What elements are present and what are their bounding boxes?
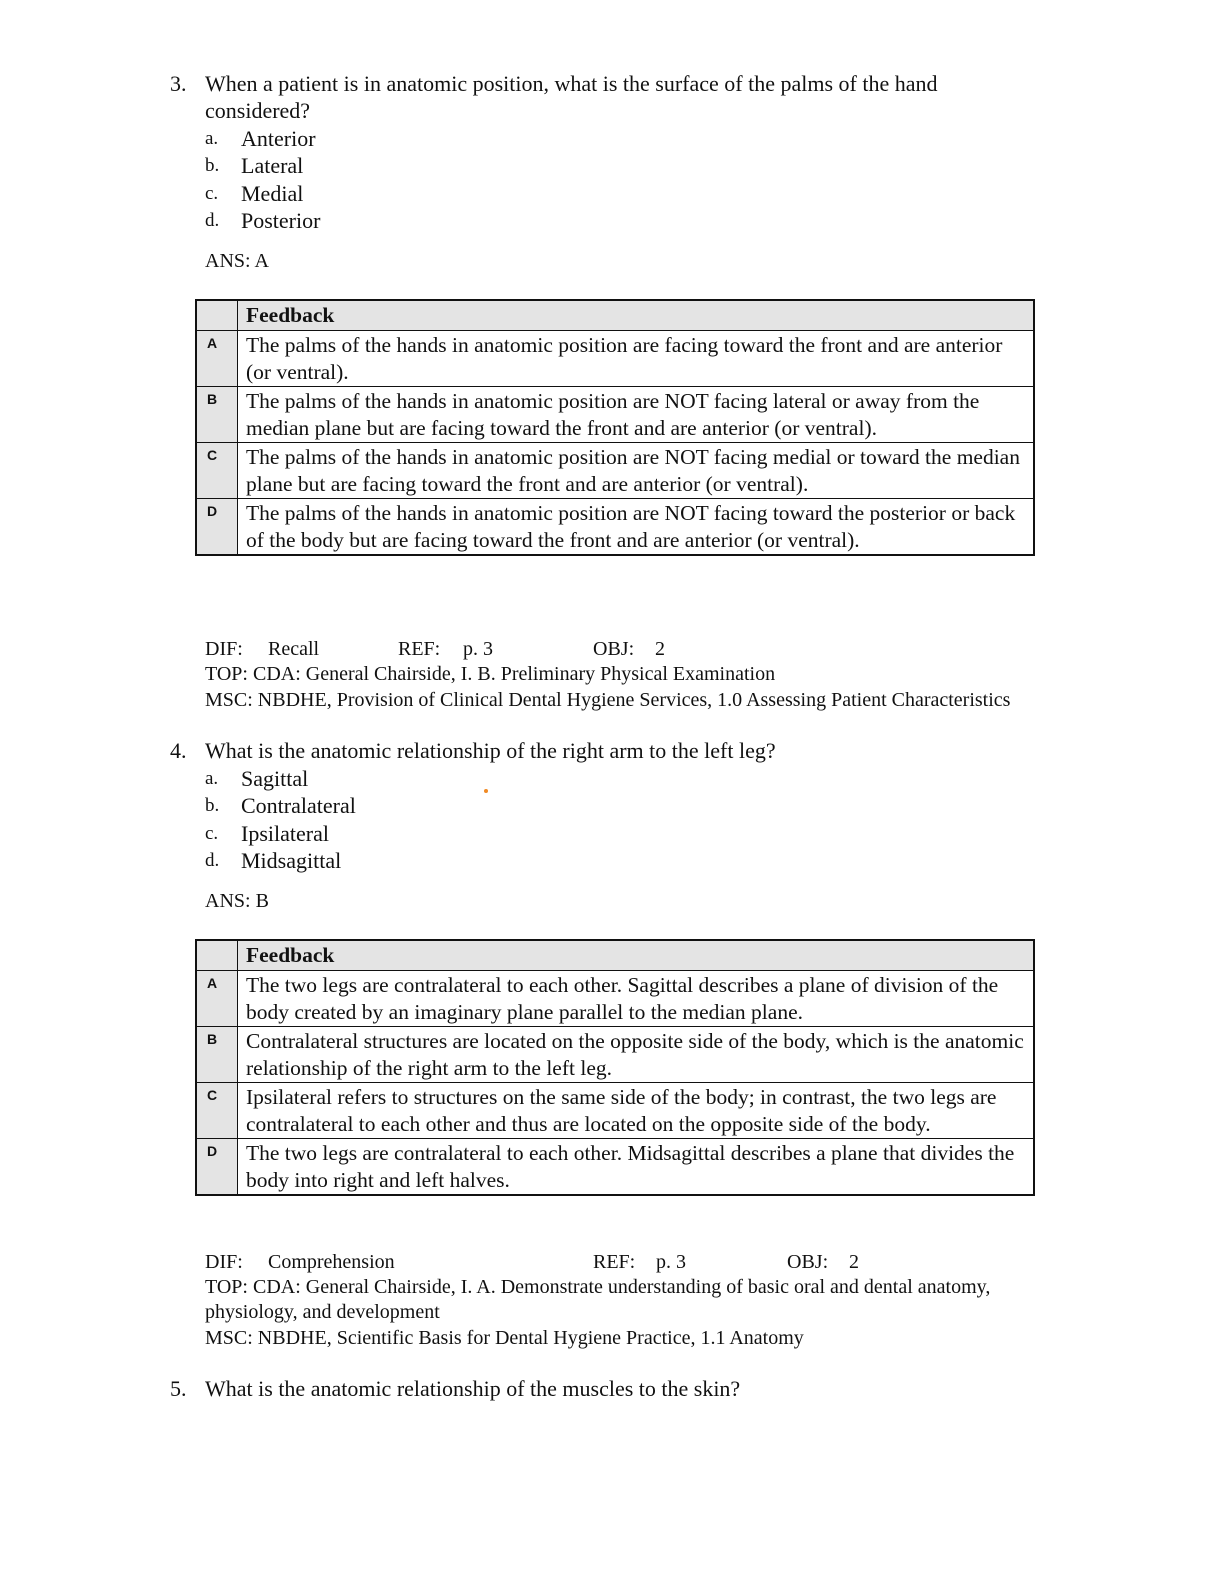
answer: ANS: B bbox=[205, 890, 269, 912]
option-letter: d. bbox=[205, 850, 220, 871]
obj-value: 2 bbox=[849, 1251, 859, 1273]
ref-label: REF: bbox=[593, 1251, 636, 1273]
feedback-text: The palms of the hands in anatomic position are NOT facing lateral or away from the median plane but are facing toward the front and are anterior (or ventral). bbox=[238, 387, 1035, 443]
meta-ref bbox=[398, 637, 493, 662]
feedback-row bbox=[196, 499, 1034, 556]
option-text: Posterior bbox=[241, 208, 321, 233]
obj-label: OBJ: bbox=[593, 638, 635, 660]
feedback-text: The palms of the hands in anatomic position are NOT facing medial or toward the median plane but are facing toward the front and are anterior (or ventral). bbox=[238, 443, 1035, 499]
option-text: Medial bbox=[241, 181, 304, 206]
question-3 bbox=[0, 70, 1224, 130]
feedback-key: A bbox=[196, 971, 238, 1027]
feedback-row bbox=[196, 331, 1034, 387]
feedback-key: C bbox=[196, 443, 238, 499]
feedback-header-row bbox=[196, 300, 1034, 331]
option-d[interactable] bbox=[0, 207, 600, 234]
meta-obj bbox=[787, 1250, 859, 1275]
option-letter: a. bbox=[205, 128, 219, 149]
feedback-header-row bbox=[196, 940, 1034, 971]
meta-msc: MSC: NBDHE, Scientific Basis for Dental Hygiene Practice, 1.1 Anatomy bbox=[205, 1327, 804, 1349]
option-letter: c. bbox=[205, 823, 219, 844]
meta-top: TOP: CDA: General Chairside, I. B. Preliminary Physical Examination bbox=[205, 663, 776, 685]
option-d[interactable] bbox=[0, 847, 600, 874]
feedback-text: The two legs are contralateral to each other. Sagittal describes a plane of division of the body created by an imaginary plane parallel to the median plane. bbox=[238, 971, 1035, 1027]
feedback-header: Feedback bbox=[238, 940, 1035, 971]
dif-label: DIF: bbox=[205, 1251, 243, 1273]
option-a[interactable] bbox=[0, 125, 600, 152]
feedback-row bbox=[196, 443, 1034, 499]
option-text: Sagittal bbox=[241, 766, 309, 791]
feedback-row bbox=[196, 1027, 1034, 1083]
ref-value: p. 3 bbox=[656, 1251, 686, 1273]
option-letter: c. bbox=[205, 183, 219, 204]
option-c[interactable] bbox=[0, 180, 600, 207]
option-letter: a. bbox=[205, 768, 219, 789]
feedback-text: The two legs are contralateral to each other. Midsagittal describes a plane that divides the body into right and left halves. bbox=[238, 1139, 1035, 1196]
option-text: Lateral bbox=[241, 153, 304, 178]
meta-obj bbox=[593, 637, 665, 662]
option-text: Anterior bbox=[241, 126, 316, 151]
option-letter: b. bbox=[205, 155, 220, 176]
feedback-text: Contralateral structures are located on the opposite side of the body, which is the anatomic relationship of the right arm to the left leg. bbox=[238, 1027, 1035, 1083]
question-number: 5. bbox=[170, 1376, 187, 1401]
option-letter: d. bbox=[205, 210, 220, 231]
feedback-table bbox=[195, 939, 1035, 1196]
feedback-text: The palms of the hands in anatomic position are NOT facing toward the posterior or back of the body but are facing toward the front and are anterior (or ventral). bbox=[238, 499, 1035, 556]
option-b[interactable] bbox=[0, 152, 600, 179]
feedback-text: Ipsilateral refers to structures on the same side of the body; in contrast, the two legs are contralateral to each other and thus are located on the opposite side of the body. bbox=[238, 1083, 1035, 1139]
feedback-header: Feedback bbox=[238, 300, 1035, 331]
feedback-key: D bbox=[196, 499, 238, 556]
option-a[interactable] bbox=[0, 765, 600, 792]
option-text: Midsagittal bbox=[241, 848, 342, 873]
feedback-table bbox=[195, 299, 1035, 556]
option-text: Contralateral bbox=[241, 793, 356, 818]
feedback-text: The palms of the hands in anatomic position are facing toward the front and are anterior (or ventral). bbox=[238, 331, 1035, 387]
meta-top: TOP: CDA: General Chairside, I. A. Demonstrate understanding of basic oral and dental anatomy, physiology, and development bbox=[205, 1276, 991, 1323]
question-number: 3. bbox=[170, 71, 187, 96]
dif-label: DIF: bbox=[205, 638, 243, 660]
feedback-key: D bbox=[196, 1139, 238, 1196]
meta-ref bbox=[593, 1250, 686, 1275]
option-letter: b. bbox=[205, 795, 220, 816]
feedback-row bbox=[196, 971, 1034, 1027]
option-c[interactable] bbox=[0, 820, 600, 847]
ref-value: p. 3 bbox=[463, 638, 493, 660]
option-text: Ipsilateral bbox=[241, 821, 329, 846]
feedback-row bbox=[196, 387, 1034, 443]
question-text: When a patient is in anatomic position, what is the surface of the palms of the hand considered? bbox=[205, 71, 938, 123]
feedback-key-blank bbox=[196, 940, 238, 971]
meta-dif bbox=[205, 637, 320, 662]
answer: ANS: A bbox=[205, 250, 269, 272]
dif-value: Recall bbox=[268, 638, 320, 660]
feedback-key: B bbox=[196, 387, 238, 443]
obj-label: OBJ: bbox=[787, 1251, 829, 1273]
meta-dif bbox=[205, 1250, 395, 1275]
meta-msc: MSC: NBDHE, Provision of Clinical Dental Hygiene Services, 1.0 Assessing Patient Characteristics bbox=[205, 689, 1011, 711]
feedback-row bbox=[196, 1083, 1034, 1139]
obj-value: 2 bbox=[655, 638, 665, 660]
question-text: What is the anatomic relationship of the right arm to the left leg? bbox=[205, 738, 776, 763]
question-text: What is the anatomic relationship of the muscles to the skin? bbox=[205, 1376, 741, 1401]
option-b[interactable] bbox=[0, 792, 600, 819]
ref-label: REF: bbox=[398, 638, 441, 660]
feedback-row bbox=[196, 1139, 1034, 1196]
feedback-key: A bbox=[196, 331, 238, 387]
feedback-key-blank bbox=[196, 300, 238, 331]
question-4 bbox=[0, 737, 1224, 767]
dif-value: Comprehension bbox=[268, 1251, 395, 1273]
feedback-key: B bbox=[196, 1027, 238, 1083]
question-5 bbox=[0, 1375, 1224, 1405]
question-number: 4. bbox=[170, 738, 187, 763]
feedback-key: C bbox=[196, 1083, 238, 1139]
